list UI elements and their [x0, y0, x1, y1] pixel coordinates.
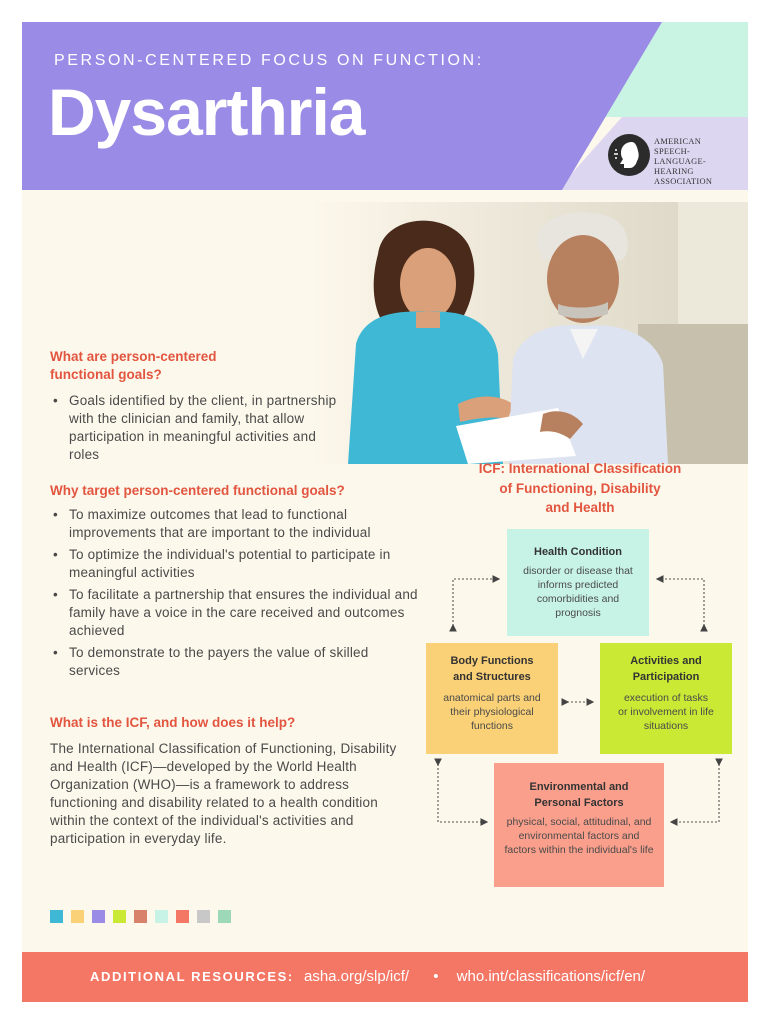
asha-icf-link[interactable]: asha.org/slp/icf/: [303, 968, 410, 985]
who-icf-link[interactable]: who.int/classifications/icf/en/: [456, 968, 646, 985]
color-swatch: [218, 910, 231, 923]
color-swatch: [92, 910, 105, 923]
footer-label: ADDITIONAL RESOURCES:: [90, 969, 294, 984]
icf-activities-box: [600, 643, 732, 754]
box-description: physical, social, attitudinal, and environmental factors and factors within the individual's life: [504, 816, 654, 856]
color-swatch: [176, 910, 189, 923]
color-swatch: [134, 910, 147, 923]
q1-heading: What are person-centered functional goals?: [50, 349, 217, 382]
resources-footer: [22, 952, 748, 1002]
color-swatch-row: [50, 910, 239, 928]
icf-title: ICF: International Classification of Functioning, Disability and Health: [478, 461, 682, 515]
box-description: disorder or disease that informs predicted comorbidities and prognosis: [523, 565, 633, 619]
color-swatch: [50, 910, 63, 923]
box-title: Activities and Participation: [630, 655, 702, 683]
q3-heading: What is the ICF, and how does it help?: [50, 715, 296, 730]
box-title: Environmental and Personal Factors: [529, 781, 629, 809]
q2-heading: Why target person-centered functional goals?: [50, 483, 345, 498]
q2-bullet-list: [50, 506, 420, 684]
list-item: • To demonstrate to the payers the value of skilled services: [50, 644, 420, 680]
footer-separator: •: [433, 968, 439, 985]
color-swatch: [113, 910, 126, 923]
list-item: • To maximize outcomes that lead to functional improvements that are important to the individual: [50, 506, 420, 542]
list-item: • Goals identified by the client, in partnership with the clinician and family, that allow participation in meaningful activities and roles: [50, 392, 350, 464]
header-kicker: PERSON-CENTERED FOCUS ON FUNCTION:: [54, 52, 484, 69]
fact-sheet-page: [22, 22, 748, 1002]
clinician-client-photo: [308, 194, 748, 464]
box-title: Health Condition: [534, 546, 622, 558]
box-description: execution of tasks or involvement in life situations: [618, 692, 714, 732]
box-description: anatomical parts and their physiological functions: [443, 692, 541, 732]
color-swatch: [71, 910, 84, 923]
icf-explanation: The International Classification of Functioning, Disability and Health (ICF)—developed by the World Health Organization (WHO)—is a framework to address functioning and disability related to a health condition within the context of the individual's activities and participation in everyday life.: [50, 741, 397, 846]
icf-health-condition-box: [507, 529, 649, 636]
page-title: Dysarthria: [48, 75, 365, 149]
list-item: • To facilitate a partnership that ensures the individual and family have a voice in the care received and outcomes achieved: [50, 586, 420, 640]
box-title: Body Functions and Structures: [450, 655, 534, 683]
asha-name: AMERICAN SPEECH-LANGUAGE- HEARING ASSOCIATION: [654, 137, 713, 186]
list-item: • To optimize the individual's potential to participate in meaningful activities: [50, 546, 420, 582]
icf-body-functions-box: [426, 643, 558, 754]
asha-logo[interactable]: [608, 132, 728, 186]
color-swatch: [155, 910, 168, 923]
q1-bullet-list: [50, 392, 350, 468]
color-swatch: [197, 910, 210, 923]
asha-head-profile-icon: [608, 134, 650, 176]
icf-environmental-box: [494, 763, 664, 887]
